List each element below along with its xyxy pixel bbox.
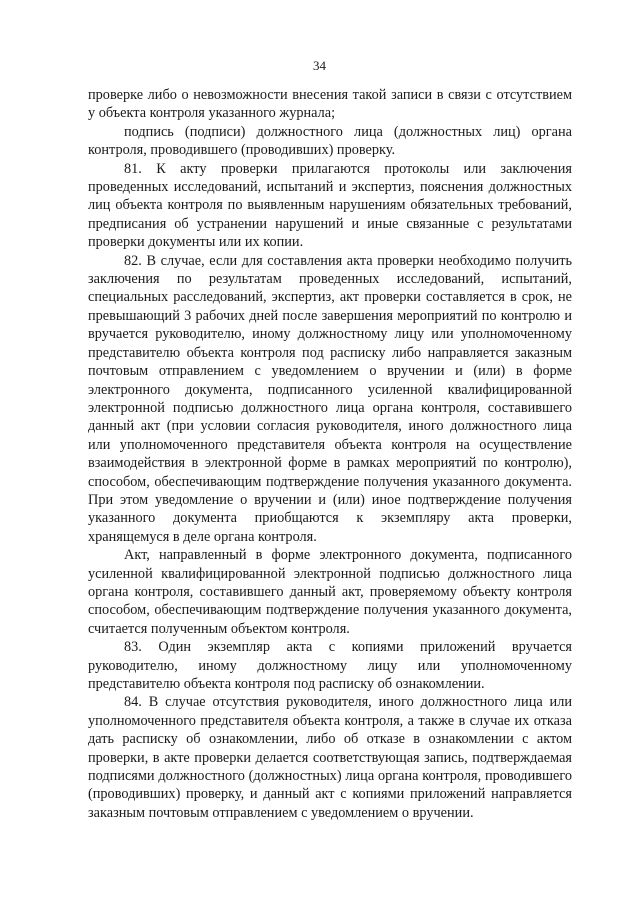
paragraph-82: 82. В случае, если для составления акта проверки необходимо получить заключения по результатам проведенных исследований, испытаний, специальных расследований, экспертиз, акт проверки составляется в срок, не превышающий 3 рабочих дней после завершения мероприятий по контролю и вручается руководителю, иному должностному лицу или уполномоченному представителю объекта контроля под расписку либо направляется заказным почтовым отправлением с уведомлением о вручении и (или) в форме электронного документа, подписанного усиленной квалифицированной электронной подписью должностного лица органа контроля, составившего данный акт (при условии согласия руководителя, иного должностного лица или уполномоченного представителя объекта контроля на осуществление взаимодействия в электронной форме в рамках мероприятий по контролю), способом, обеспечивающим подтверждение получения указанного документа. При этом уведомление о вручении и (или) иное подтверждение получения указанного документа приобщаются к экземпляру акта проверки, хранящемуся в деле органа контроля. [88,252,572,545]
paragraph-84: 84. В случае отсутствия руководителя, иного должностного лица или уполномоченного представителя объекта контроля, а также в случае их отказа дать расписку об ознакомлении, либо об отказе в ознакомлении с актом проверки, в акте проверки делается соответствующая запись, подтверждаемая подписями должностного (должностных) лица органа контроля, проводившего (проводивших) проверку, и данный акт с копиями приложений направляется заказным почтовым отправлением с уведомлением о вручении. [88,694,572,821]
paragraph-83: 83. Один экземпляр акта с копиями приложений вручается руководителю, иному должностному лицу или уполномоченному представителю объекта контроля под расписку об ознакомлении. [88,639,572,692]
paragraph-81: 81. К акту проверки прилагаются протоколы или заключения проведенных исследований, испытаний и экспертиз, пояснения должностных лиц объекта контроля по выявленным нарушениям обязательных требований, предписания об устранении нарушений и иные связанные с результатами проверки документы или их копии. [88,160,572,251]
page-number: 34 [313,58,326,73]
document-body [88,86,572,822]
paragraph-signature: подпись (подписи) должностного лица (должностных лиц) органа контроля, проводившего (проводивших) проверку. [88,123,572,159]
paragraph-continuation: проверке либо о невозможности внесения такой записи в связи с отсутствием у объекта контроля указанного журнала; [88,87,572,122]
paragraph-electronic-act: Акт, направленный в форме электронного документа, подписанного усиленной квалифицированной электронной подписью должностного лица органа контроля, составившего данный акт, проверяемому объекту контроля способом, обеспечивающим подтверждение получения указанного документа, считается полученным объектом контроля. [88,547,572,637]
